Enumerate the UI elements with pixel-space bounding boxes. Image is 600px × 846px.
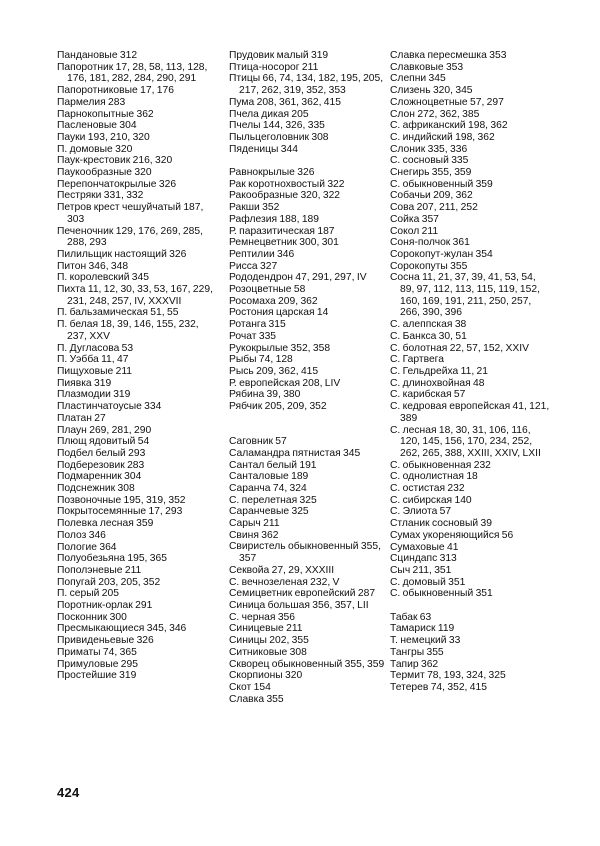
index-entry: Семицветник европейский 287 — [229, 588, 376, 600]
index-entry: Рочат 335 — [229, 330, 277, 342]
index-entry: Рептилии 346 — [229, 248, 295, 260]
index-entry: Привиденьевые 326 — [57, 635, 154, 647]
index-entry: Тангры 355 — [390, 646, 444, 658]
index-entry: Пологие 364 — [57, 541, 117, 553]
index-entry: С. Гельдрейха 11, 21 — [390, 365, 488, 377]
index-entry: Собачьи 209, 362 — [390, 190, 473, 202]
index-entry: Простейшие 319 — [57, 670, 137, 682]
index-gap — [229, 424, 387, 436]
index-entry: Паукообразные 320 — [57, 167, 152, 179]
index-entry: Свиристель обыкновенный 355, 357 — [229, 541, 381, 565]
index-entry: Рододендрон 47, 291, 297, IV — [229, 272, 367, 284]
index-entry: Синицевые 211 — [229, 623, 303, 635]
index-entry: Подбел белый 293 — [57, 447, 146, 459]
index-entry: Пихта 11, 12, 30, 33, 53, 167, 229, 231, 248, 257, IV, XXXVII — [57, 284, 213, 307]
index-entry: С. Банкса 30, 51 — [390, 330, 467, 342]
index-entry: С. перелетная 325 — [229, 494, 317, 506]
index-gap — [390, 600, 550, 612]
index-entry: Сложноцветные 57, 297 — [390, 96, 504, 108]
index-entry: П. серый 205 — [57, 588, 119, 600]
index-entry: Пищуховые 211 — [57, 365, 133, 377]
index-entry: Саранчевые 325 — [229, 506, 309, 518]
index-entry: Тетерев 74, 352, 415 — [390, 681, 487, 693]
index-entry: Скот 154 — [229, 681, 271, 693]
index-entry: С. вечнозеленая 232, V — [229, 576, 340, 588]
index-entry: Пармелия 283 — [57, 96, 126, 108]
index-entry: Пластинчатоусые 334 — [57, 401, 162, 413]
index-entry: Секвойа 27, 29, XXXIII — [229, 564, 335, 576]
index-column-1 — [57, 50, 217, 682]
index-entry: Т. немецкий 33 — [390, 635, 461, 647]
index-entry: Рысь 209, 362, 415 — [229, 365, 319, 377]
page-number: 424 — [57, 785, 80, 800]
index-entry: Скворец обыкновенный 355, 359 — [229, 658, 385, 670]
index-entry: Приматы 74, 365 — [57, 646, 137, 658]
index-entry: Сорокопуты 355 — [390, 260, 468, 272]
index-entry: Печеночник 129, 176, 269, 285, 288, 293 — [57, 225, 203, 249]
index-entry: Паук-крестовик 216, 320 — [57, 155, 173, 167]
index-entry: Скорпионы 320 — [229, 670, 303, 682]
index-entry: Перепончатокрылые 326 — [57, 178, 177, 190]
index-entry: Саламандра пятнистая 345 — [229, 447, 361, 459]
index-entry: Папоротниковые 17, 176 — [57, 85, 174, 97]
index-entry: С. Гартвега — [390, 354, 444, 366]
index-entry: Рафлезия 188, 189 — [229, 213, 319, 225]
index-entry: Р. европейская 208, LIV — [229, 377, 341, 389]
index-entry: Пчелы 144, 326, 335 — [229, 120, 325, 132]
index-entry: Плющ ядовитый 54 — [57, 436, 150, 448]
index-entry: Прудовик малый 319 — [229, 50, 329, 61]
index-entry: Ракообразные 320, 322 — [229, 190, 341, 202]
index-entry: Тапир 362 — [390, 658, 439, 670]
index-entry: Покрытосемянные 17, 293 — [57, 506, 183, 518]
index-entry: Пандановые 312 — [57, 50, 138, 61]
index-entry: П. белая 18, 39, 146, 155, 232, 237, XXV — [57, 319, 199, 342]
index-entry: Питон 346, 348 — [57, 260, 129, 272]
index-entry: Птица-носорог 211 — [229, 61, 319, 73]
index-entry: Примуловые 295 — [57, 658, 138, 670]
index-entry: Сумаховые 41 — [390, 541, 459, 553]
index-entry: Славка пересмешка 353 — [390, 50, 507, 61]
index-entry: Пополэневые 211 — [57, 564, 142, 576]
index-entry: С. карибская 57 — [390, 389, 466, 401]
index-entry: С. болотная 22, 57, 152, XXIV — [390, 342, 529, 354]
index-entry: С. обыкновенная 232 — [390, 459, 491, 471]
index-entry: Пасленовые 304 — [57, 120, 137, 132]
index-entry: Сорокопут-жулан 354 — [390, 248, 493, 260]
index-entry: Платан 27 — [57, 412, 106, 424]
index-entry: Ракши 352 — [229, 202, 280, 214]
index-entry: Табак 63 — [390, 611, 432, 623]
index-entry: С. индийский 198, 362 — [390, 131, 495, 143]
index-entry: Пчела дикая 205 — [229, 108, 309, 120]
index-entry: С. остистая 232 — [390, 483, 465, 495]
index-entry: Санталовые 189 — [229, 471, 309, 483]
index-entry: Росомаха 209, 362 — [229, 295, 318, 307]
index-entry: Рисса 327 — [229, 260, 278, 272]
index-entry: Сумах укореняющийся 56 — [390, 529, 514, 541]
index-entry: Термит 78, 193, 324, 325 — [390, 670, 506, 682]
index-entry: Ротанга 315 — [229, 319, 286, 331]
index-entry: Рябчик 205, 209, 352 — [229, 401, 327, 413]
index-entry: С. черная 356 — [229, 611, 296, 623]
index-entry: Пестряки 331, 332 — [57, 190, 144, 202]
index-entry: Рыбы 74, 128 — [229, 354, 293, 366]
index-entry: Розоцветные 58 — [229, 284, 306, 296]
index-entry: Пресмыкающиеся 345, 346 — [57, 623, 187, 635]
index-entry: Пиявка 319 — [57, 377, 112, 389]
index-entry: Пилильщик настоящий 326 — [57, 248, 187, 260]
index-entry: Посконник 300 — [57, 611, 127, 623]
index-entry: С. кедровая европейская 41, 121, 389 — [390, 401, 550, 424]
index-entry: Пума 208, 361, 362, 415 — [229, 96, 341, 108]
index-entry: Подберезовик 283 — [57, 459, 145, 471]
index-entry: Папоротник 17, 28, 58, 113, 128, 176, 181, 282, 284, 290, 291 — [57, 61, 208, 85]
index-entry: Сарыч 211 — [229, 518, 280, 530]
index-entry: Слоник 335, 336 — [390, 143, 468, 155]
index-entry: С. алеппская 38 — [390, 319, 467, 331]
index-entry: Сциндапс 313 — [390, 553, 457, 565]
index-entry: Сосна 11, 21, 37, 39, 41, 53, 54, 89, 97, 112, 113, 115, 119, 152, 160, 169, 191, 211, 250, 257, 266, 390, 396 — [390, 272, 540, 319]
index-entry: С. обыкновенный 359 — [390, 178, 493, 190]
index-gap — [229, 155, 387, 167]
index-entry: Рак коротнохвостый 322 — [229, 178, 345, 190]
index-entry: Полуобезьяна 195, 365 — [57, 553, 167, 565]
index-entry: С. длинохвойная 48 — [390, 377, 485, 389]
index-entry: Пяденицы 344 — [229, 143, 298, 155]
index-entry: Плаун 269, 281, 290 — [57, 424, 152, 436]
index-entry: П. королевский 345 — [57, 272, 149, 284]
index-entry: П. бальзамическая 51, 55 — [57, 307, 179, 319]
index-entry: Синица большая 356, 357, LII — [229, 600, 369, 611]
index-entry: С. сосновый 335 — [390, 155, 469, 167]
index-entry: Сантал белый 191 — [229, 459, 317, 471]
index-entry: Снегирь 355, 359 — [390, 167, 472, 179]
index-column-2 — [229, 50, 387, 705]
index-entry: Подснежник 308 — [57, 483, 135, 495]
index-entry: Ремнецветник 300, 301 — [229, 237, 339, 249]
index-entry: Плазмодии 319 — [57, 389, 131, 401]
index-entry: Слон 272, 362, 385 — [390, 108, 480, 120]
index-entry: Пыльцеголовник 308 — [229, 131, 329, 143]
index-entry: Позвоночные 195, 319, 352 — [57, 494, 186, 506]
index-entry: Полевка лесная 359 — [57, 518, 154, 530]
index-entry: Синицы 202, 355 — [229, 635, 309, 647]
index-entry: П. Уэбба 11, 47 — [57, 354, 129, 366]
index-entry: Равнокрылые 326 — [229, 167, 315, 179]
index-entry: Слизень 320, 345 — [390, 85, 473, 97]
index-entry: Птицы 66, 74, 134, 182, 195, 205, 217, 262, 319, 352, 353 — [229, 73, 384, 97]
index-entry: Стланик сосновый 39 — [390, 518, 492, 530]
index-entry: Саранча 74, 324 — [229, 482, 307, 494]
index-entry: С. домовый 351 — [390, 576, 466, 588]
index-entry: Рябина 39, 380 — [229, 389, 301, 401]
index-entry: Сыч 211, 351 — [390, 564, 452, 576]
index-column-3 — [390, 50, 550, 694]
index-entry: Свиня 362 — [229, 529, 279, 541]
index-entry: Саговник 57 — [229, 436, 287, 448]
index-entry: С. обыкновенный 351 — [390, 588, 493, 600]
index-entry: Полоз 346 — [57, 529, 106, 541]
index-entry: Славковые 353 — [390, 61, 464, 73]
index-entry: Сойка 357 — [390, 213, 439, 225]
index-entry: П. Дугласова 53 — [57, 342, 134, 354]
index-entry: Сокол 211 — [390, 225, 439, 237]
index-entry: Подмаренник 304 — [57, 471, 142, 483]
index-entry: Петров крест чешуйчатый 187, 303 — [57, 202, 204, 225]
index-entry: Тамариск 119 — [390, 623, 455, 635]
index-entry: С. однолистная 18 — [390, 471, 478, 483]
index-entry: С. Элиота 57 — [390, 506, 452, 518]
index-gap — [229, 413, 387, 425]
index-entry: Ситниковые 308 — [229, 646, 307, 658]
index-entry: С. лесная 18, 30, 31, 106, 116, 120, 145, 156, 170, 234, 252, 262, 265, 388, XXIII, XXIV, LXII — [390, 424, 541, 459]
index-entry: Поротник-орлак 291 — [57, 600, 153, 612]
index-entry: Слепни 345 — [390, 73, 446, 85]
index-entry: Славка 355 — [229, 693, 284, 705]
index-entry: Пауки 193, 210, 320 — [57, 131, 150, 143]
index-entry: Сова 207, 211, 252 — [390, 202, 478, 214]
index-entry: С. сибирская 140 — [390, 494, 472, 506]
index-entry: Р. паразитическая 187 — [229, 225, 335, 237]
index-entry: Парнокопытные 362 — [57, 108, 154, 120]
index-entry: С. африканский 198, 362 — [390, 120, 508, 132]
index-entry: Ростония царская 14 — [229, 307, 329, 319]
index-entry: Попугай 203, 205, 352 — [57, 576, 161, 588]
index-entry: Рукокрылые 352, 358 — [229, 342, 331, 354]
index-entry: Соня-полчок 361 — [390, 237, 470, 249]
index-entry: П. домовые 320 — [57, 143, 133, 155]
